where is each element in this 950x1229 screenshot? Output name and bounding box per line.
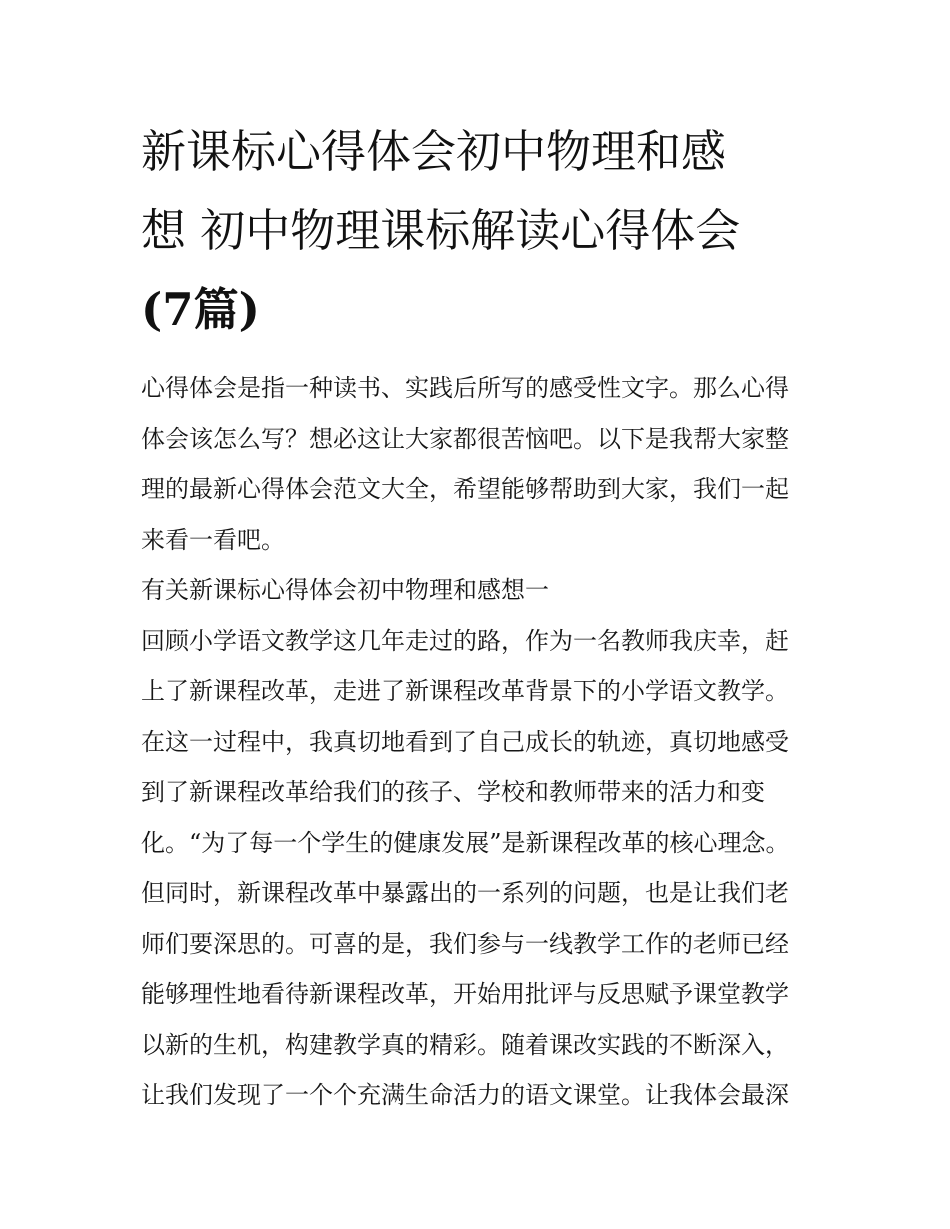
paragraph-line-2: 上了新课程改革，走进了新课程改革背景下的小学语文教学。 (141, 677, 789, 705)
paragraph-line-10: 让我们发现了一个个充满生命活力的语文课堂。让我体会最深 (141, 1081, 789, 1109)
title-line-3: (7篇) (141, 283, 260, 336)
paragraph-line-1: 回顾小学语文教学这几年走过的路，作为一名教师我庆幸，赶 (141, 626, 789, 655)
document-body (141, 363, 816, 1121)
title-line-1: 新课标心得体会初中物理和感 (141, 125, 727, 178)
section-heading: 有关新课标心得体会初中物理和感想一 (141, 576, 549, 604)
intro-line-2: 体会该怎么写？想必这让大家都很苦恼吧。以下是我帮大家整 (141, 424, 789, 453)
intro-line-4: 来看一看吧。 (141, 525, 285, 554)
intro-line-1: 心得体会是指一种读书、实践后所写的感受性文字。那么心得 (141, 374, 789, 402)
document-title (141, 112, 816, 349)
paragraph-line-8: 能够理性地看待新课程改革，开始用批评与反思赋予课堂教学 (141, 980, 789, 1008)
intro-line-3: 理的最新心得体会范文大全，希望能够帮助到大家，我们一起 (141, 475, 789, 503)
document-content (141, 112, 816, 1121)
paragraph-line-7: 师们要深思的。可喜的是，我们参与一线教学工作的老师已经 (141, 929, 789, 958)
paragraph-line-3: 在这一过程中，我真切地看到了自己成长的轨迹，真切地感受 (141, 727, 789, 756)
paragraph-line-9: 以新的生机，构建教学真的精彩。随着课改实践的不断深入， (141, 1030, 789, 1059)
title-line-2: 想 初中物理课标解读心得体会 (141, 204, 741, 257)
paragraph-line-4: 到了新课程改革给我们的孩子、学校和教师带来的活力和变 (141, 778, 765, 806)
paragraph-line-5: 化。“为了每一个学生的健康发展”是新课程改革的核心理念。 (141, 828, 790, 857)
paragraph-line-6: 但同时，新课程改革中暴露出的一系列的问题，也是让我们老 (141, 879, 789, 907)
